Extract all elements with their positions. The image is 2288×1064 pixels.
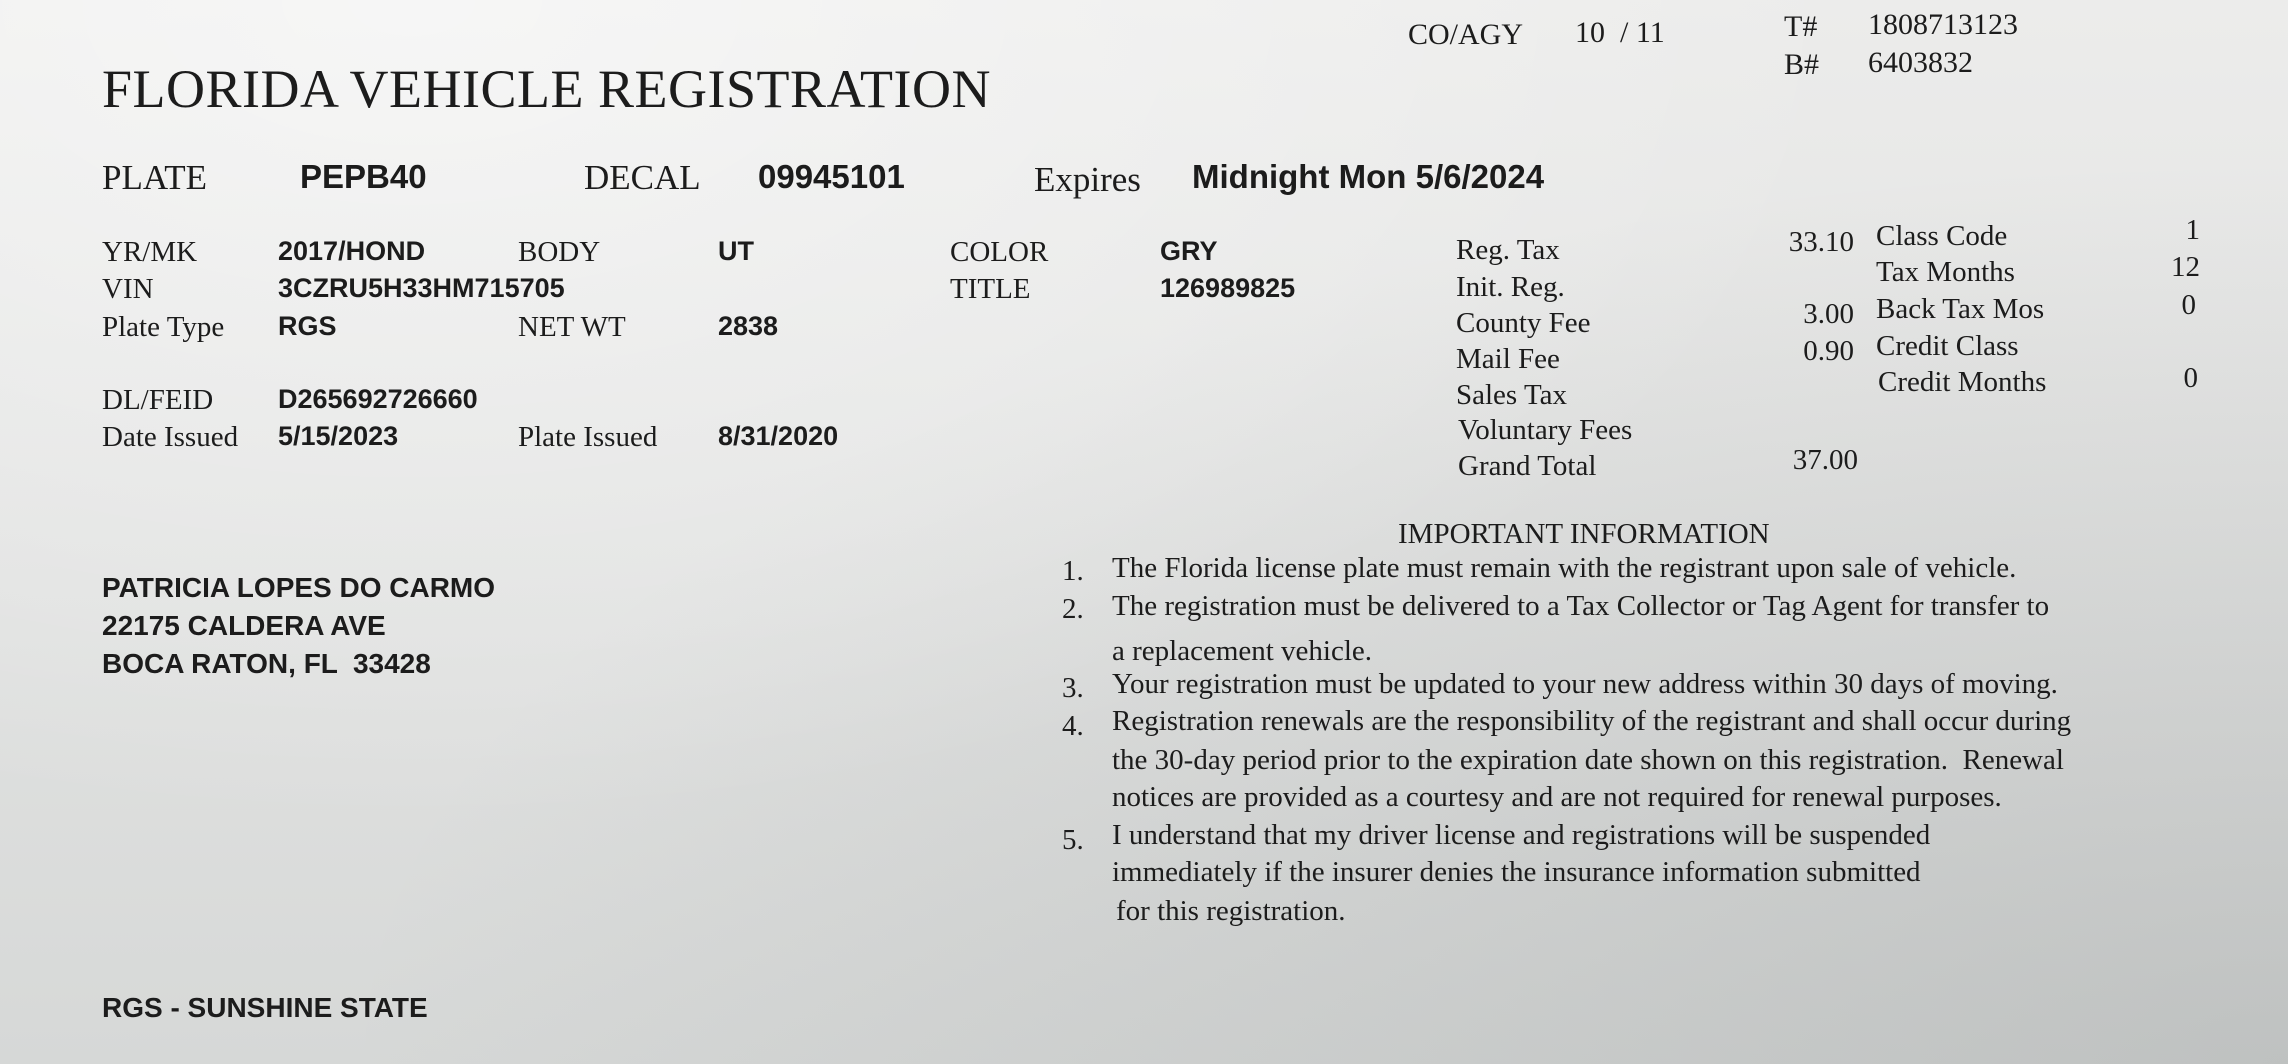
fee-label: Sales Tax — [1456, 379, 1568, 411]
plate-label: PLATE — [102, 158, 207, 197]
title-label: TITLE — [950, 273, 1031, 305]
color-value: GRY — [1160, 236, 1218, 266]
t-number-label: T# — [1784, 10, 1818, 43]
fee-label: Mail Fee — [1456, 343, 1560, 375]
date-issued-value: 5/15/2023 — [278, 421, 399, 451]
important-item-line: immediately if the insurer denies the insurance information submitted — [1112, 856, 1921, 888]
fee-label: County Fee — [1456, 307, 1591, 339]
fee-label: Init. Reg. — [1456, 271, 1565, 303]
yrmk-label: YR/MK — [102, 236, 198, 268]
class-info-value: 12 — [2171, 251, 2200, 283]
yrmk-value: 2017/HOND — [278, 236, 426, 266]
class-info-label: Credit Months — [1878, 366, 2047, 398]
important-item-line: I understand that my driver license and registrations will be suspended — [1112, 819, 1931, 851]
important-item-number: 2. — [1062, 593, 1084, 625]
co-agy-value: 10 / 11 — [1575, 16, 1665, 49]
body-value: UT — [718, 236, 754, 266]
important-item-line: a replacement vehicle. — [1112, 635, 1373, 667]
important-item-line: for this registration. — [1116, 895, 1346, 927]
fee-label: Reg. Tax — [1456, 234, 1560, 266]
plate-type-value: RGS — [278, 311, 337, 341]
important-item-number: 5. — [1062, 824, 1084, 856]
important-item-line: Your registration must be updated to your new address within 30 days of moving. — [1112, 668, 2058, 700]
class-info-label: Back Tax Mos — [1876, 293, 2045, 325]
plate-issued-value: 8/31/2020 — [718, 421, 839, 451]
net-wt-label: NET WT — [518, 311, 626, 343]
important-item-number: 3. — [1062, 672, 1084, 704]
important-heading: IMPORTANT INFORMATION — [1398, 518, 1770, 550]
decal-value: 09945101 — [758, 158, 905, 195]
fee-value: 3.00 — [1803, 298, 1854, 330]
dl-feid-label: DL/FEID — [102, 384, 214, 416]
title-value: 126989825 — [1160, 273, 1296, 303]
class-info-value: 0 — [2183, 362, 2198, 394]
owner-name: PATRICIA LOPES DO CARMO — [102, 572, 496, 603]
vin-label: VIN — [102, 273, 154, 305]
class-info-value: 0 — [2181, 289, 2196, 321]
net-wt-value: 2838 — [718, 311, 779, 341]
class-info-label: Credit Class — [1876, 330, 2019, 362]
important-item-number: 4. — [1062, 710, 1084, 742]
important-item-number: 1. — [1062, 555, 1084, 587]
plate-type-label: Plate Type — [102, 311, 225, 343]
footer-plate-type: RGS - SUNSHINE STATE — [102, 992, 428, 1023]
important-item-line: notices are provided as a courtesy and are not required for renewal purposes. — [1112, 781, 2002, 813]
class-info-value: 1 — [2185, 214, 2200, 246]
t-number-value: 1808713123 — [1868, 8, 2018, 41]
color-label: COLOR — [950, 236, 1049, 268]
important-item-line: The registration must be delivered to a Tax Collector or Tag Agent for transfer to — [1112, 590, 2050, 622]
expires-label: Expires — [1034, 160, 1141, 199]
date-issued-label: Date Issued — [102, 421, 239, 453]
owner-street: 22175 CALDERA AVE — [102, 610, 386, 641]
plate-issued-label: Plate Issued — [518, 421, 658, 453]
owner-city-line: BOCA RATON, FL 33428 — [102, 648, 431, 679]
document-title: FLORIDA VEHICLE REGISTRATION — [102, 59, 991, 119]
fee-label: Voluntary Fees — [1458, 414, 1633, 446]
expires-value: Midnight Mon 5/6/2024 — [1192, 158, 1545, 195]
dl-feid-value: D265692726660 — [278, 384, 478, 414]
fee-value: 0.90 — [1803, 335, 1854, 367]
important-item-line: Registration renewals are the responsibility of the registrant and shall occur during — [1112, 705, 2072, 737]
class-info-label: Class Code — [1876, 220, 2008, 252]
important-item-line: the 30-day period prior to the expiration date shown on this registration. Renewal — [1112, 744, 2064, 776]
grand-total-value: 37.00 — [1792, 444, 1858, 476]
vin-value: 3CZRU5H33HM715705 — [278, 273, 565, 303]
grand-total-label: Grand Total — [1458, 450, 1597, 482]
b-number-label: B# — [1784, 48, 1820, 81]
plate-value: PEPB40 — [300, 158, 427, 195]
important-item-line: The Florida license plate must remain with the registrant upon sale of vehicle. — [1112, 552, 2017, 584]
co-agy-label: CO/AGY — [1408, 18, 1524, 51]
class-info-label: Tax Months — [1876, 256, 2015, 288]
b-number-value: 6403832 — [1868, 46, 1973, 79]
body-label: BODY — [518, 236, 601, 268]
fee-value: 33.10 — [1788, 226, 1854, 258]
decal-label: DECAL — [584, 158, 701, 197]
